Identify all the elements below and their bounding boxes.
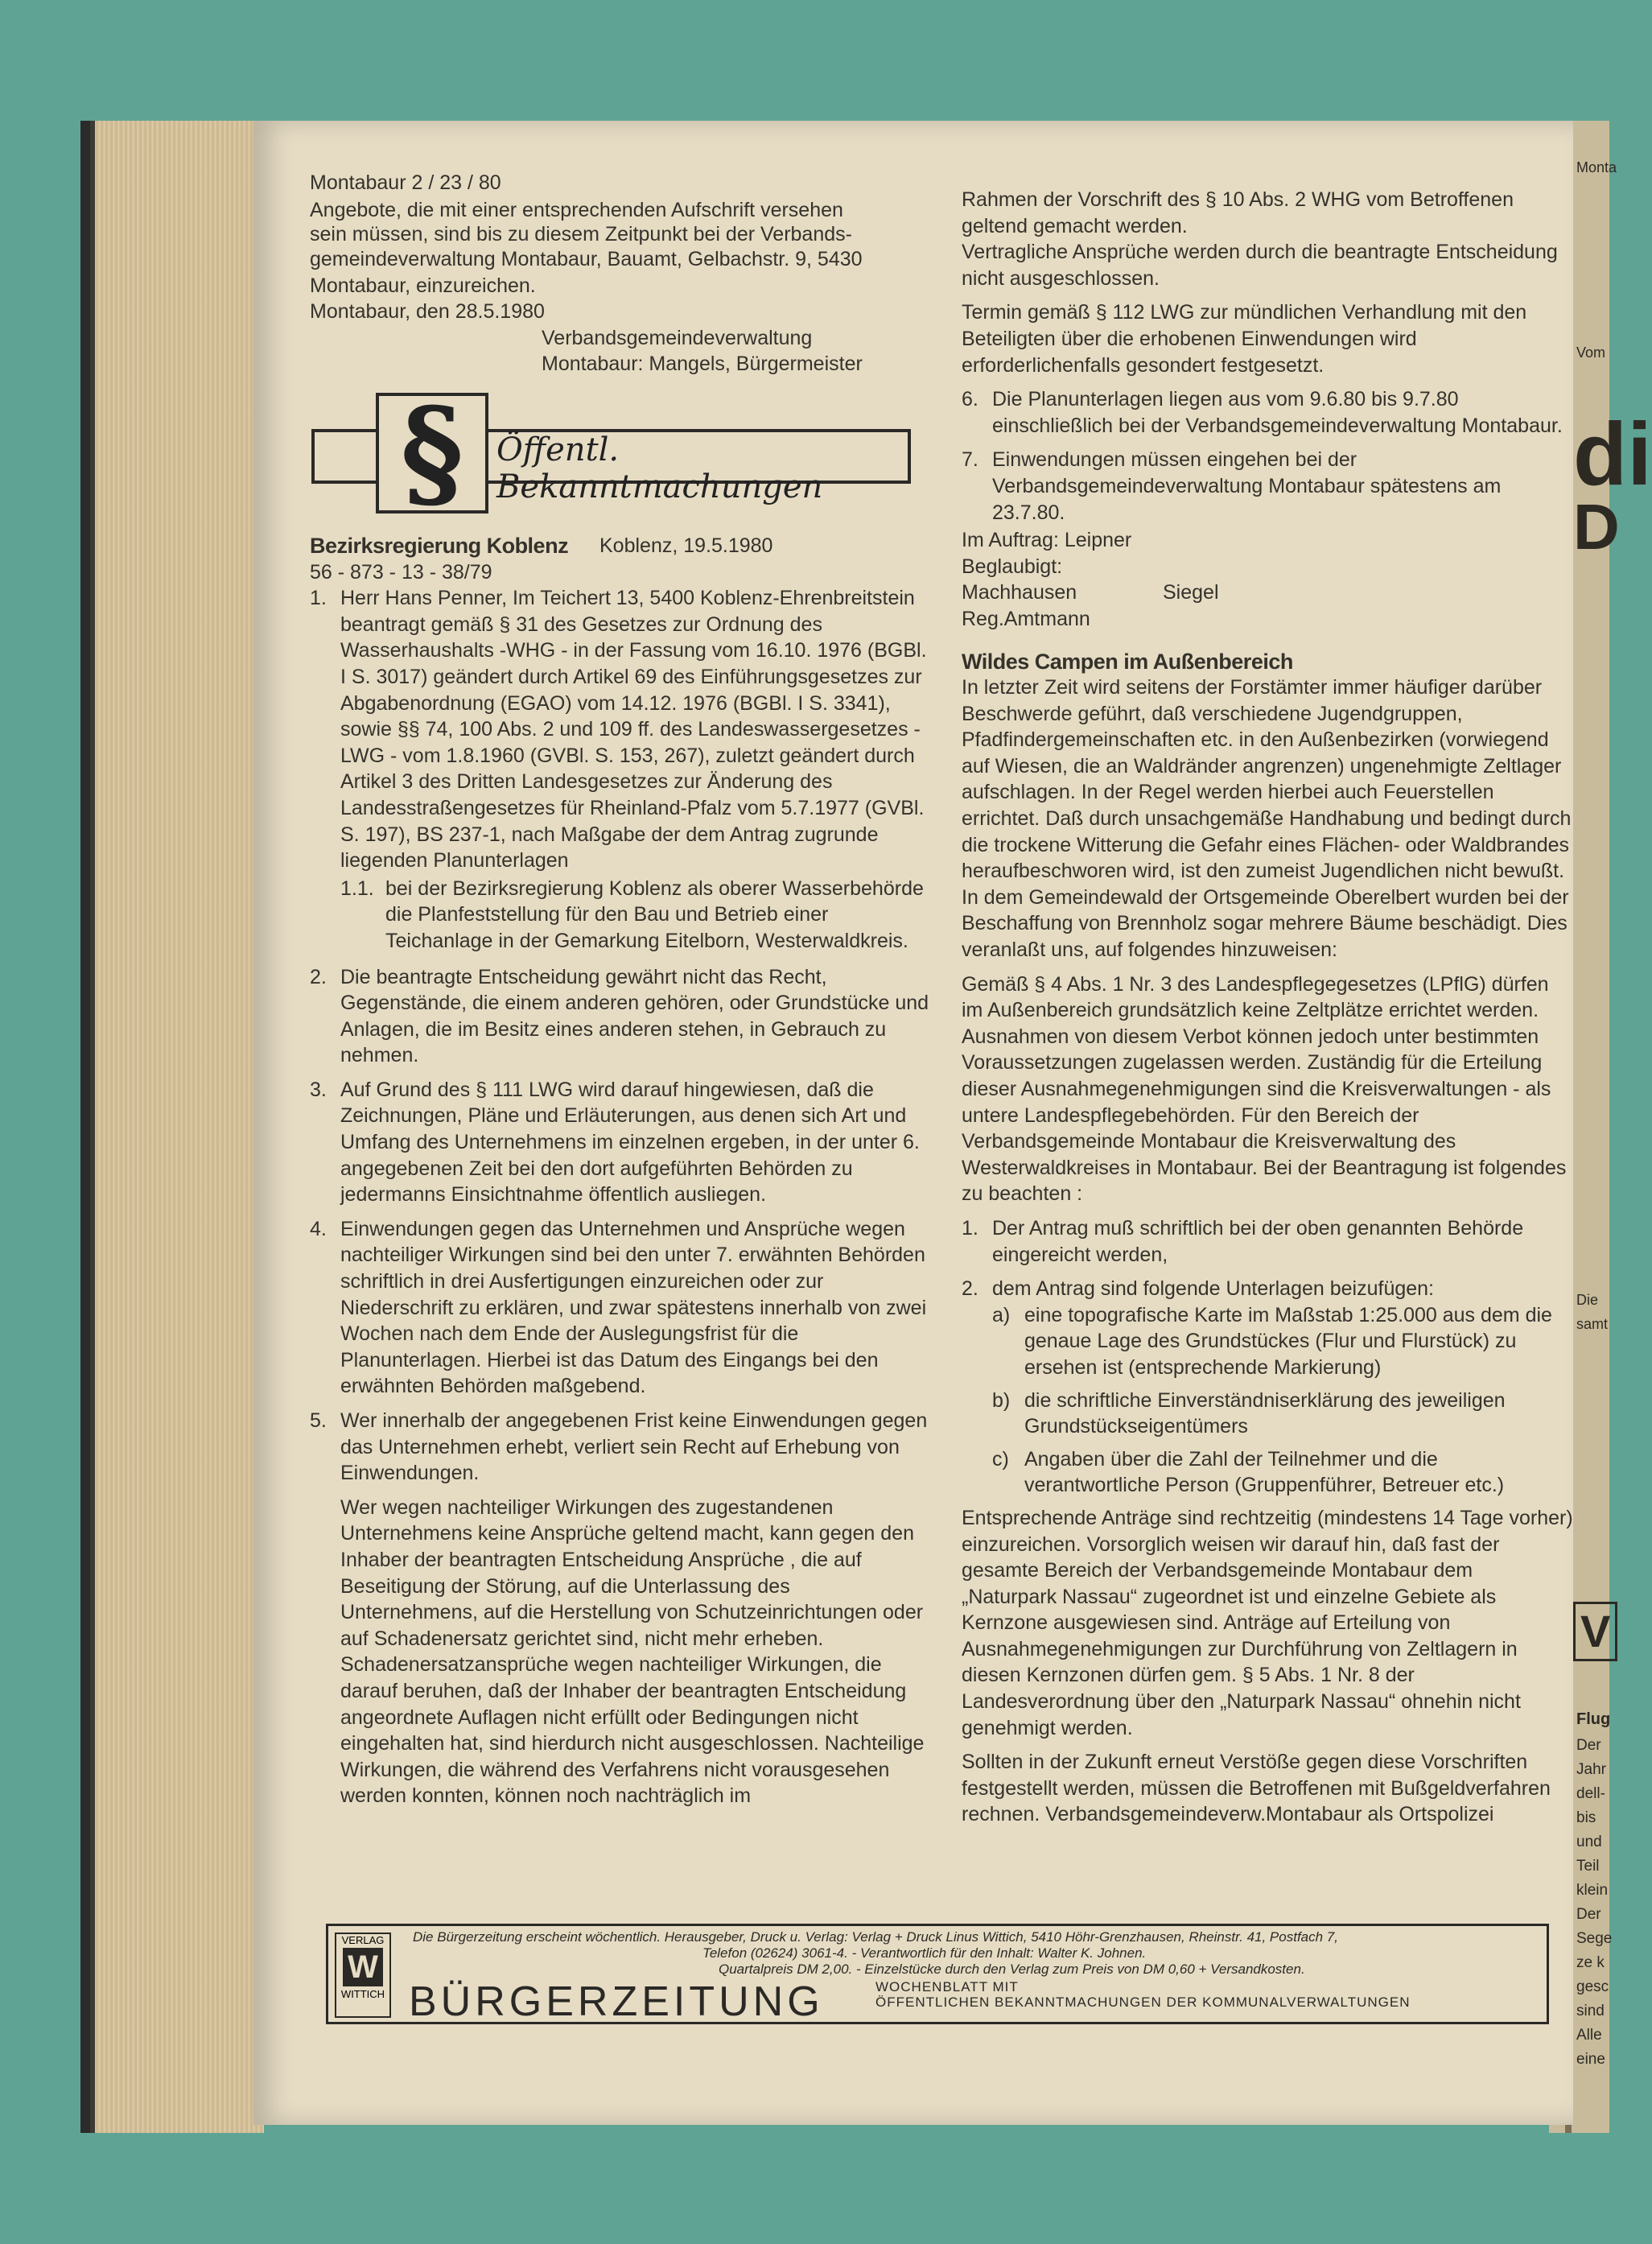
item-number: 3. — [310, 1078, 327, 1101]
paragraph: Termin gemäß § 112 LWG zur mündlichen Verhandlung mit den Beteiligten über die erhobenen Einwendungen wird erforderlichenfalls gesondert festgesetzt. — [962, 301, 1527, 377]
list-item — [962, 386, 1573, 439]
paragraph: In letzter Zeit wird seitens der Forstämter immer häufiger darüber Beschwerde geführt, daß verschiedene Jugendgruppen, Pfadfindergemeinschaften etc. in den Außenbezirken (vorwiegend auf Wiesen, die an Waldränder angrenzen) ungenehmigte Zeltlager aufschlagen. In der Regel werden hierbei auch Feuerstellen errichtet. Daß durch unsachgemäße Handhabung und bedingt durch die trockene Witterung die Gefahr eines Flächen- oder Waldbrandes heraufbeschworen wird, ist den zumeist Jugendlichen nicht bewußt. In dem Gemeindewald der Ortsgemeinde Oberelbert wurden bei der Beschaffung von Brennholz sogar mehrere Bäume beschädigt. Dies veranlaßt uns, auf folgendes hinzuweisen: — [962, 676, 1572, 962]
intro-line: Montabaur, einzureichen. — [310, 274, 536, 297]
item-text: Auf Grund des § 111 LWG wird darauf hingewiesen, daß die Zeichnungen, Pläne und Erläuterungen, aus denen sich Art und Umfang des Unternehmens im einzelnen ergeben, in der unter 6. angegebenen Zeit bei den dort aufgeführten Behörden zu jedermanns Einsichtnahme öffentlich ausliegen. — [340, 1078, 920, 1207]
item-text: Einwendungen müssen eingehen bei der Verbandsgemeindeverwaltung Montabaur spätestens am 23.7.80. — [992, 448, 1502, 524]
sub-item-number: a) — [992, 1303, 1011, 1326]
logo-label-bottom: WITTICH — [340, 1988, 385, 2000]
paragraph: Rahmen der Vorschrift des § 10 Abs. 2 WHG vom Betroffenen geltend gemacht werden. — [962, 188, 1514, 237]
sub-item-text: Angaben über die Zahl der Teilnehmer und die verantwortliche Person (Gruppenführer, Betreuer etc.) — [1024, 1447, 1505, 1497]
adjacent-text: V — [1573, 1602, 1617, 1661]
paragraph-icon: § — [376, 393, 488, 514]
list-item — [310, 1077, 929, 1208]
masthead-title: BÜRGERZEITUNG — [409, 1978, 824, 2025]
paragraph: Vertragliche Ansprüche werden durch die beantragte Entscheidung nicht ausgeschlossen. — [962, 241, 1558, 290]
seal-label: Siegel — [1163, 581, 1219, 604]
adjacent-text: Alle — [1576, 2027, 1602, 2044]
sub-item — [992, 1388, 1573, 1440]
masthead-subtitle-line: WOCHENBLATT MIT — [875, 1979, 1019, 1994]
sub-item-text: eine topografische Karte im Maßstab 1:25.000 aus dem die genaue Lage des Grundstückes (Flur und Flurstück) zu ersehen ist (entsprechende Markierung) — [1024, 1303, 1552, 1379]
sub-item-number: c) — [992, 1447, 1009, 1471]
issue-number: Montabaur 2 / 23 / 80 — [310, 171, 501, 194]
sub-item-text: bei der Bezirksregierung Koblenz als oberer Wasserbehörde die Planfeststellung für den Bau und Betrieb einer Teichanlage in der Gemarkung Eitelborn, Westerwaldkreis. — [385, 877, 924, 952]
publisher-logo — [335, 1933, 391, 2018]
list-item — [962, 1276, 1573, 1302]
section-banner — [311, 382, 915, 523]
list-item — [310, 1216, 929, 1400]
adjacent-text: Vom — [1576, 344, 1606, 361]
item-number: 2. — [962, 1277, 978, 1301]
adjacent-text: eine — [1576, 2051, 1605, 2068]
adjacent-text: samt — [1576, 1316, 1609, 1332]
adjacent-text: Monta — [1576, 159, 1617, 175]
page-edges — [90, 121, 264, 2133]
notice-reference: 56 - 873 - 13 - 38/79 — [310, 560, 492, 584]
notice-dateline: Koblenz, 19.5.1980 — [599, 534, 773, 557]
notice-heading: Bezirksregierung Koblenz — [310, 534, 569, 558]
sub-item — [992, 1302, 1573, 1381]
intro-line: Angebote, die mit einer entsprechenden Aufschrift versehen — [310, 199, 843, 221]
right-column — [962, 187, 1573, 1836]
item-number: 7. — [962, 448, 978, 472]
masthead-footer — [326, 1924, 1549, 2024]
item-number: 1. — [962, 1216, 978, 1240]
signature-line: Machhausen — [962, 581, 1077, 604]
adjacent-text: Der — [1576, 1906, 1601, 1923]
adjacent-text: sind — [1576, 2003, 1605, 2019]
sub-item-text: die schriftliche Einverständniserklärung des jeweiligen Grundstückseigentümers — [1024, 1388, 1506, 1438]
adjacent-text: Sege — [1576, 1930, 1613, 1947]
adjacent-text: dell- — [1576, 1785, 1605, 1802]
list-item — [310, 585, 929, 874]
adjacent-text: di — [1573, 405, 1652, 504]
adjacent-text: Flug — [1576, 1710, 1611, 1728]
adjacent-text: Die — [1576, 1292, 1599, 1308]
item-number: 1. — [310, 587, 327, 610]
adjacent-text: und — [1576, 1834, 1602, 1850]
item-number: 4. — [310, 1217, 327, 1240]
item-number: 2. — [310, 965, 327, 988]
masthead-subtitle — [875, 1979, 1410, 2010]
item-number: 6. — [962, 388, 978, 411]
sub-item-number: b) — [992, 1388, 1011, 1412]
signature-line: Montabaur: Mangels, Bürgermeister — [542, 353, 863, 375]
adjacent-text: D — [1573, 491, 1620, 563]
paragraph: Sollten in der Zukunft erneut Verstöße gegen diese Vorschriften festgestellt werden, müssen die Betroffenen mit Bußgeldverfahren rechnen. Verbandsgemeindeverw.Montabaur als Ortspolizei — [962, 1751, 1551, 1826]
item-number: 5. — [310, 1409, 327, 1432]
list-item — [962, 447, 1573, 526]
imprint-line: Die Bürgerzeitung erscheint wöchentlich. Herausgeber, Druck u. Verlag: Verlag + Druck Linus Wittich, 5410 Höhr-Grenzhausen, Rheinstr. 41, Postfach 7, — [413, 1929, 1338, 1945]
paragraph: Entsprechende Anträge sind rechtzeitig (mindestens 14 Tage vorher) einzureichen. Vorsorglich weisen wir darauf hin, daß fast der gesamte Bereich der Verbandsgemeinde Montabaur dem „Naturpark Nassau“ zugeordnet ist und einzelne Gebiete als Kernzone ausgewiesen sind. Anträge auf Erteilung von Ausnahmegenehmigungen zur Durchführung von Zeltlagern in diesen Kernzonen dürfen gem. § 5 Abs. 1 Nr. 8 der Landesverordnung über den „Naturpark Nassau“ ohnehin nicht genehmigt werden. — [962, 1506, 1573, 1739]
list-item — [310, 964, 929, 1069]
logo-label-top: VERLAG — [341, 1934, 385, 1946]
signature-line: Verbandsgemeindeverwaltung — [542, 327, 813, 349]
adjacent-text: Teil — [1576, 1858, 1600, 1875]
list-item — [962, 1215, 1573, 1268]
paragraph: Wer wegen nachteiliger Wirkungen des zugestandenen Unternehmens keine Ansprüche geltend macht, kann gegen den Inhaber der beantragten Entscheidung Ansprüche , die auf Beseitigung der Störung, auf die Unterlassung des Unternehmens, auf die Herstellung von Schutzeinrichtungen oder auf Schadenersatz gerichtet sind, nicht mehr erheben. Schadenersatzansprüche wegen nachteiliger Wirkungen, die darauf beruhen, daß der Inhaber der beantragten Entscheidung angeordnete Auflagen nicht erfüllt oder Bedingungen nicht eingehalten hat, sind hierdurch nicht ausgeschlossen. Nachteilige Wirkungen, die während des Verfahrens nicht vorausgesehen werden konnten, können noch nachträglich im — [340, 1495, 925, 1808]
sub-item — [992, 1446, 1573, 1499]
list-item — [310, 1408, 929, 1487]
banner-title: Öffentl. Bekanntmachungen — [496, 431, 823, 505]
signature-line: Im Auftrag: Leipner — [962, 529, 1132, 552]
paragraph: Gemäß § 4 Abs. 1 Nr. 3 des Landespflegegesetzes (LPflG) dürfen im Außenbereich grundsätzlich keine Zeltplätze errichtet werden. Ausnahmen von diesem Verbot können jedoch unter bestimmten Voraussetzungen zugelassen werden. Zuständig für die Erteilung dieser Ausnahmegenehmigungen sind die Kreisverwaltungen - als untere Landespflegebehörden. Für den Bereich der Verbandsgemeinde Montabaur die Kreisverwaltung des Westerwaldkreises in Montabaur. Bei der Beantragung ist folgendes zu beachten : — [962, 972, 1567, 1206]
intro-line: Montabaur, den 28.5.1980 — [310, 300, 545, 323]
adjacent-text: gesc — [1576, 1978, 1609, 1995]
item-text: dem Antrag sind folgende Unterlagen beizufügen: — [992, 1277, 1434, 1301]
item-text: Herr Hans Penner, Im Teichert 13, 5400 Koblenz-Ehrenbreitstein beantragt gemäß § 31 des Gesetzes zur Ordnung des Wasserhaushalts -WHG - in der Fassung vom 16.10. 1976 (BGBl. I S. 3017) geändert durch Artikel 69 des Einführungsgesetzes zur Abgabenordnung (EGAO) vom 14.12. 1976 (BGBl. I S. 3341), sowie §§ 74, 100 Abs. 2 und 109 ff. des Landeswassergesetzes - LWG - vom 1.8.1960 (GVBl. S. 153, 267), zuletzt geändert durch Artikel 3 des Dritten Landesgesetzes zur Änderung des Landesstraßengesetzes für Rheinland-Pfalz vom 5.7.1977 (GVBl. S. 197), BS 237-1, nach Maßgabe der dem Antrag zugrunde liegenden Planunterlagen — [340, 587, 927, 872]
imprint-line: Quartalpreis DM 2,00. - Einzelstücke durch den Verlag zum Preis von DM 0,60 + Versandkosten. — [719, 1961, 1305, 1977]
notice-header — [310, 533, 929, 559]
signature-line: Beglaubigt: — [962, 555, 1063, 578]
adjacent-text: Der — [1576, 1737, 1601, 1754]
adjacent-text: klein — [1576, 1882, 1609, 1899]
sub-item-number: 1.1. — [340, 877, 374, 900]
intro-line: gemeindeverwaltung Montabaur, Bauamt, Gelbachstr. 9, 5430 — [310, 248, 863, 270]
signature-line: Reg.Amtmann — [962, 607, 1090, 630]
item-text: Die Planunterlagen liegen aus vom 9.6.80 bis 9.7.80 einschließlich bei der Verbandsgemeindeverwaltung Montabaur. — [992, 388, 1563, 437]
intro-line: sein müssen, sind bis zu diesem Zeitpunkt bei der Verbands- — [310, 223, 852, 245]
adjacent-text: Jahr — [1576, 1761, 1606, 1778]
signature-row — [962, 580, 1573, 606]
logo-letter: W — [343, 1948, 383, 1986]
left-column — [310, 533, 929, 1809]
item-text: Der Antrag muß schriftlich bei der oben genannten Behörde eingereicht werden, — [992, 1216, 1524, 1266]
adjacent-text: bis — [1576, 1809, 1596, 1826]
imprint-line: Telefon (02624) 3061-4. - Verantwortlich für den Inhalt: Walter K. Johnen. — [702, 1945, 1147, 1961]
item-text: Die beantragte Entscheidung gewährt nicht das Recht, Gegenstände, die einem anderen gehören, oder Grundstücke und Anlagen, die im Besitz eines anderen stehen, in Gebrauch zu nehmen. — [340, 965, 929, 1067]
adjacent-text: ze k — [1576, 1954, 1605, 1971]
section-heading: Wildes Campen im Außenbereich — [962, 649, 1293, 674]
masthead-subtitle-line: ÖFFENTLICHEN BEKANNTMACHUNGEN DER KOMMUNALVERWALTUNGEN — [875, 1994, 1411, 2010]
item-text: Wer innerhalb der angegebenen Frist keine Einwendungen gegen das Unternehmen erhebt, verliert sein Recht auf Erhebung von Einwendungen. — [340, 1409, 928, 1485]
item-text: Einwendungen gegen das Unternehmen und Ansprüche wegen nachteiliger Wirkungen sind bei den unter 7. erwähnten Behörden schriftlich in drei Ausfertigungen einzureichen oder zur Niederschrift zu erklären, und zwar spätestens innerhalb von zwei Wochen nach dem Ende der Auslegungsfrist für die Planunterlagen. Hierbei ist das Datum des Eingangs bei den erwähnten Behörden maßgebend. — [340, 1217, 927, 1398]
sub-item — [340, 876, 929, 955]
